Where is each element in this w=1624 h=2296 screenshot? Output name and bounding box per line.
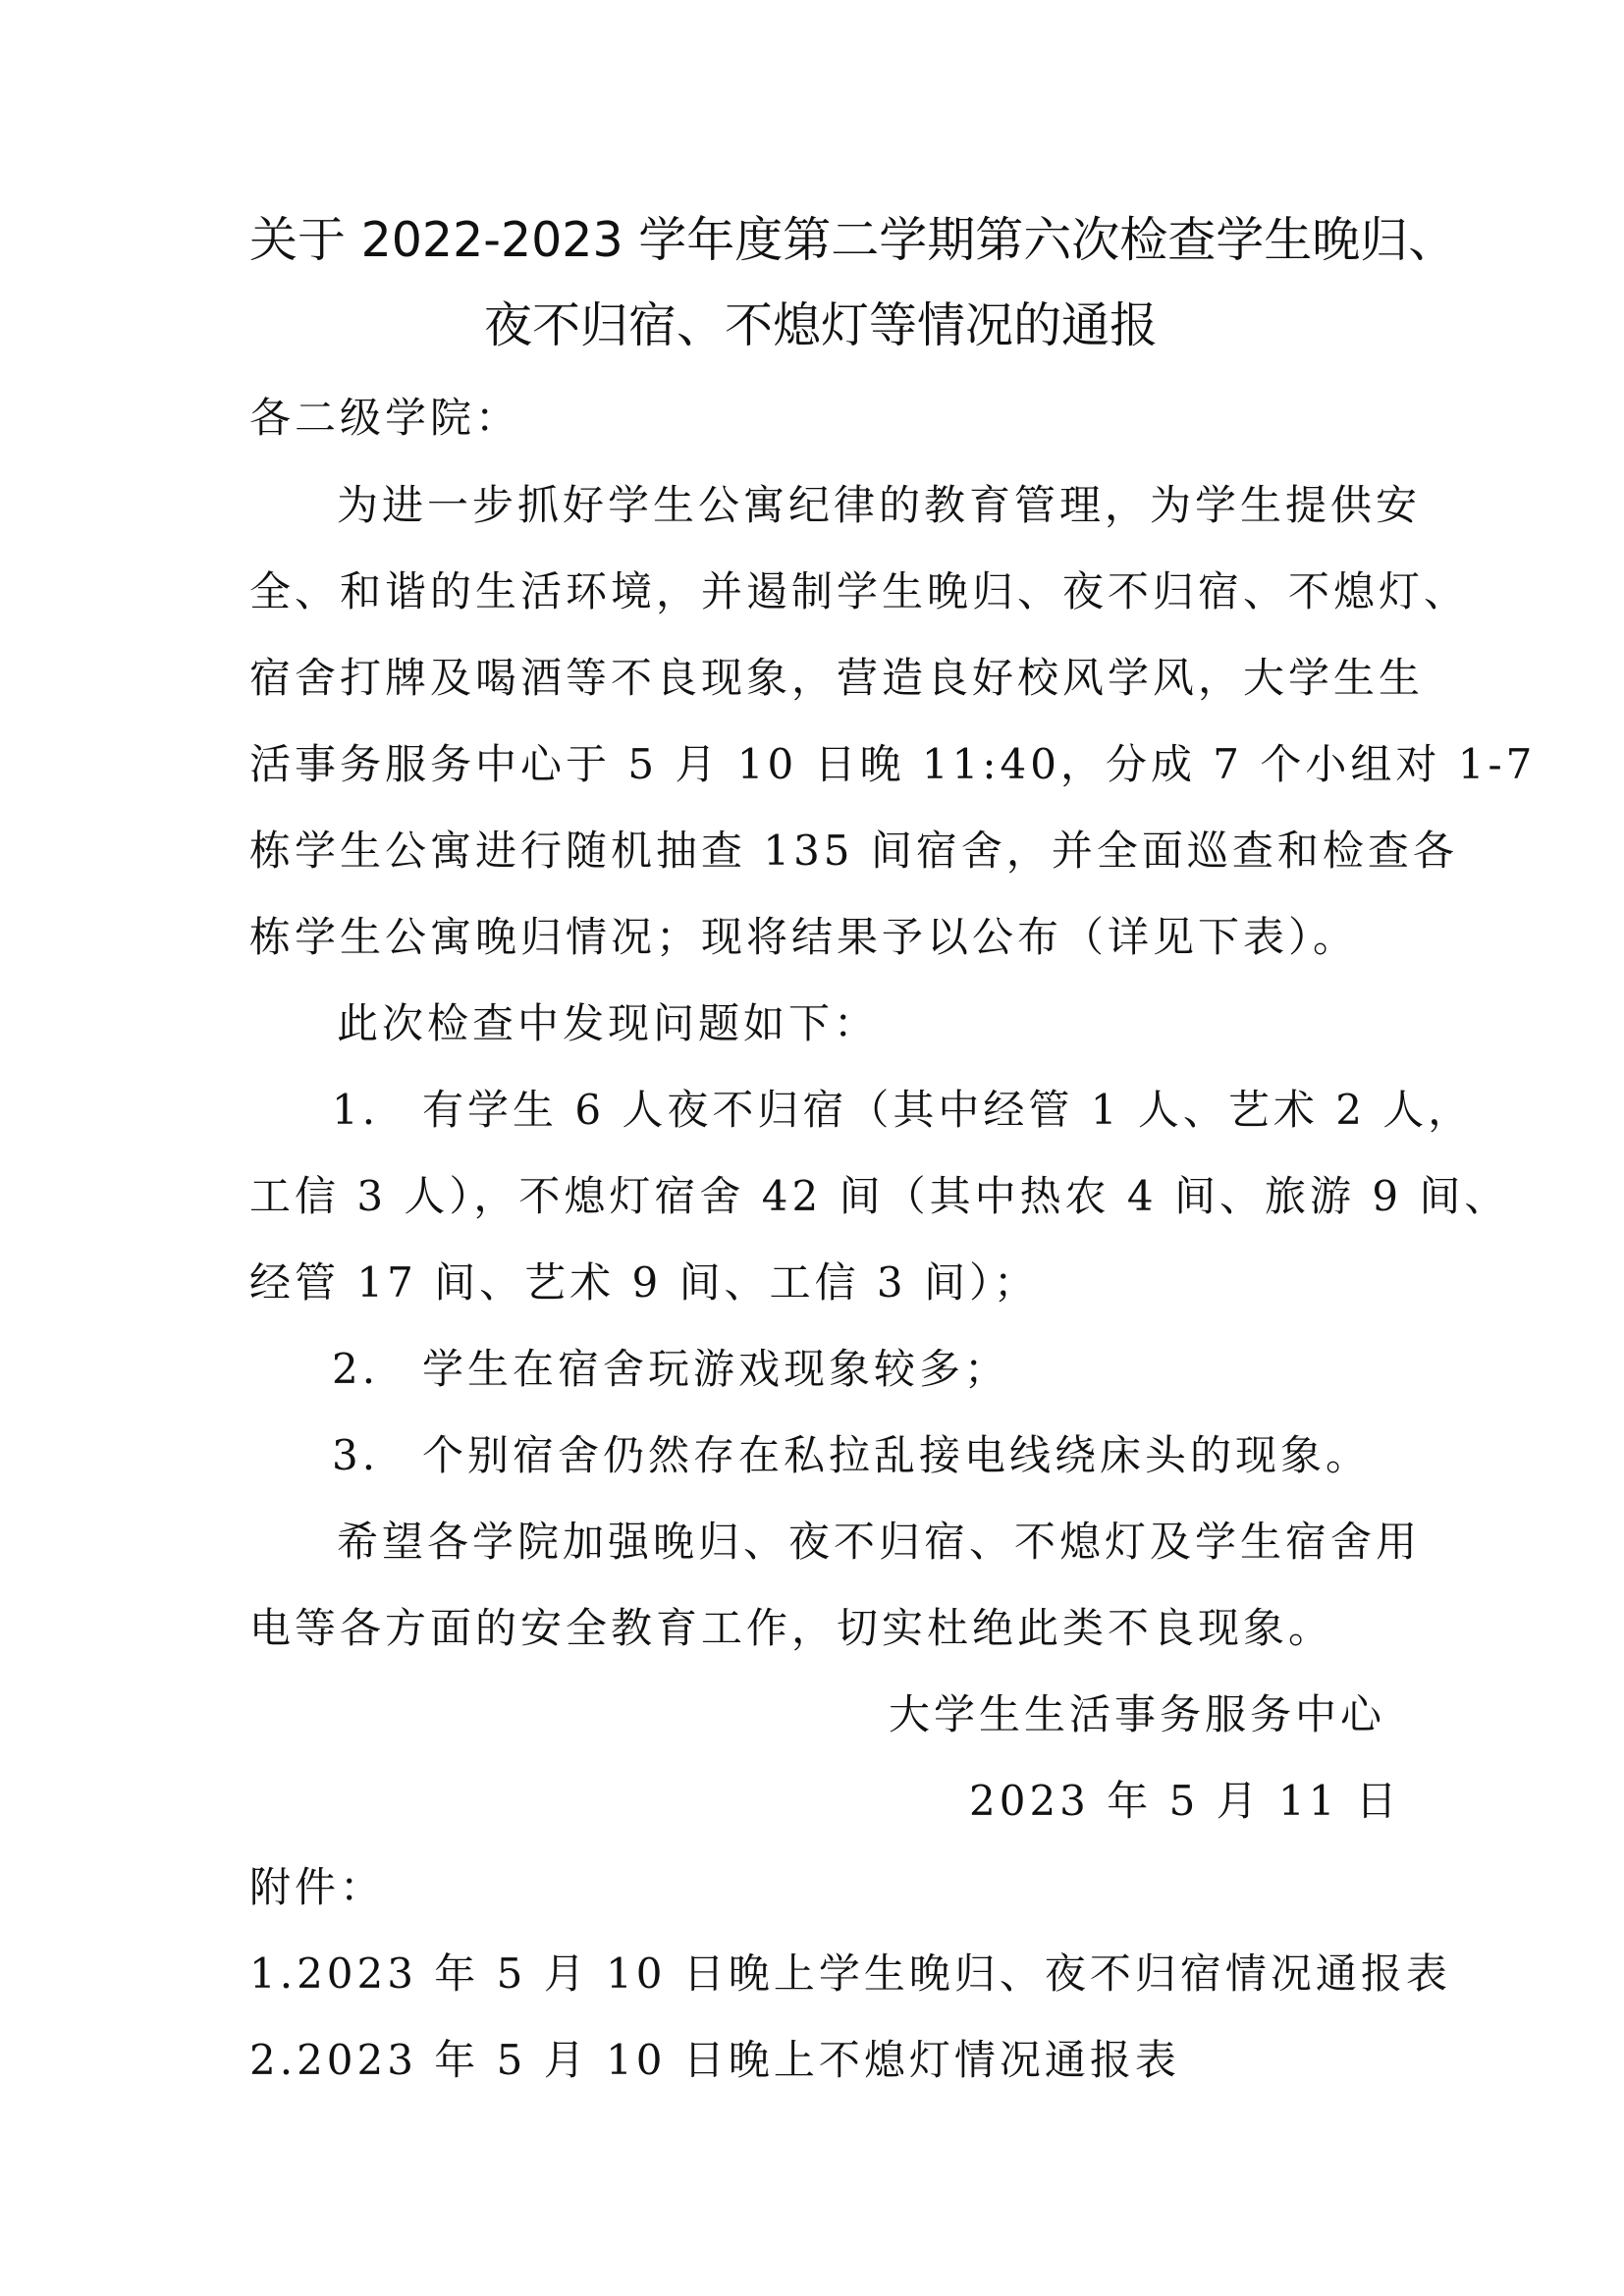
attachment-item-2: 2.2023 年 5 月 10 日晚上不熄灯情况通报表 bbox=[249, 2036, 1180, 2084]
issue-3-text: 个别宿舍仍然存在私拉乱接电线绕床头的现象。 bbox=[422, 1431, 1372, 1479]
signature: 大学生生活事务服务中心 bbox=[889, 1690, 1386, 1738]
issue-2-number: 2. bbox=[332, 1345, 380, 1393]
closing-line-2: 电等各方面的安全教育工作，切实杜绝此类不良现象。 bbox=[249, 1604, 1334, 1652]
issue-2-text: 学生在宿舍玩游戏现象较多； bbox=[422, 1345, 1010, 1393]
issue-1-line-3: 经管 17 间、艺术 9 间、工信 3 间）； bbox=[249, 1258, 1039, 1307]
salutation: 各二级学院： bbox=[249, 394, 521, 442]
issue-1-line-1: 有学生 6 人夜不归宿（其中经管 1 人、艺术 2 人， bbox=[422, 1086, 1474, 1134]
issue-1-number: 1. bbox=[332, 1086, 380, 1134]
issue-3-number: 3. bbox=[332, 1431, 380, 1479]
closing-line-1: 希望各学院加强晚归、夜不归宿、不熄灯及学生宿舍用 bbox=[337, 1518, 1422, 1566]
paragraph-1-line-6: 栋学生公寓晚归情况；现将结果予以公布（详见下表）。 bbox=[249, 913, 1359, 961]
paragraph-1-line-4: 活事务服务中心于 5 月 10 日晚 11:40，分成 7 个小组对 1-7 bbox=[249, 740, 1537, 788]
title-line-1: 关于 2022-2023 学年度第二学期第六次检查学生晚归、 bbox=[249, 212, 1457, 268]
paragraph-1-line-5: 栋学生公寓进行随机抽查 135 间宿舍，并全面巡查和检查各 bbox=[249, 827, 1458, 875]
issues-intro: 此次检查中发现问题如下： bbox=[337, 999, 880, 1047]
attachments-label: 附件： bbox=[249, 1863, 386, 1911]
paragraph-1-line-2: 全、和谐的生活环境，并遏制学生晚归、夜不归宿、不熄灯、 bbox=[249, 567, 1470, 615]
attachment-item-1: 1.2023 年 5 月 10 日晚上学生晚归、夜不归宿情况通报表 bbox=[249, 1949, 1451, 1998]
title-line-2: 夜不归宿、不熄灯等情况的通报 bbox=[483, 297, 1158, 353]
issue-1-line-2: 工信 3 人），不熄灯宿舍 42 间（其中热农 4 间、旅游 9 间、 bbox=[249, 1172, 1510, 1220]
paragraph-1-line-3: 宿舍打牌及喝酒等不良现象，营造良好校风学风，大学生生 bbox=[249, 654, 1425, 702]
paragraph-1-line-1: 为进一步抓好学生公寓纪律的教育管理，为学生提供安 bbox=[337, 481, 1422, 529]
date: 2023 年 5 月 11 日 bbox=[969, 1777, 1401, 1825]
